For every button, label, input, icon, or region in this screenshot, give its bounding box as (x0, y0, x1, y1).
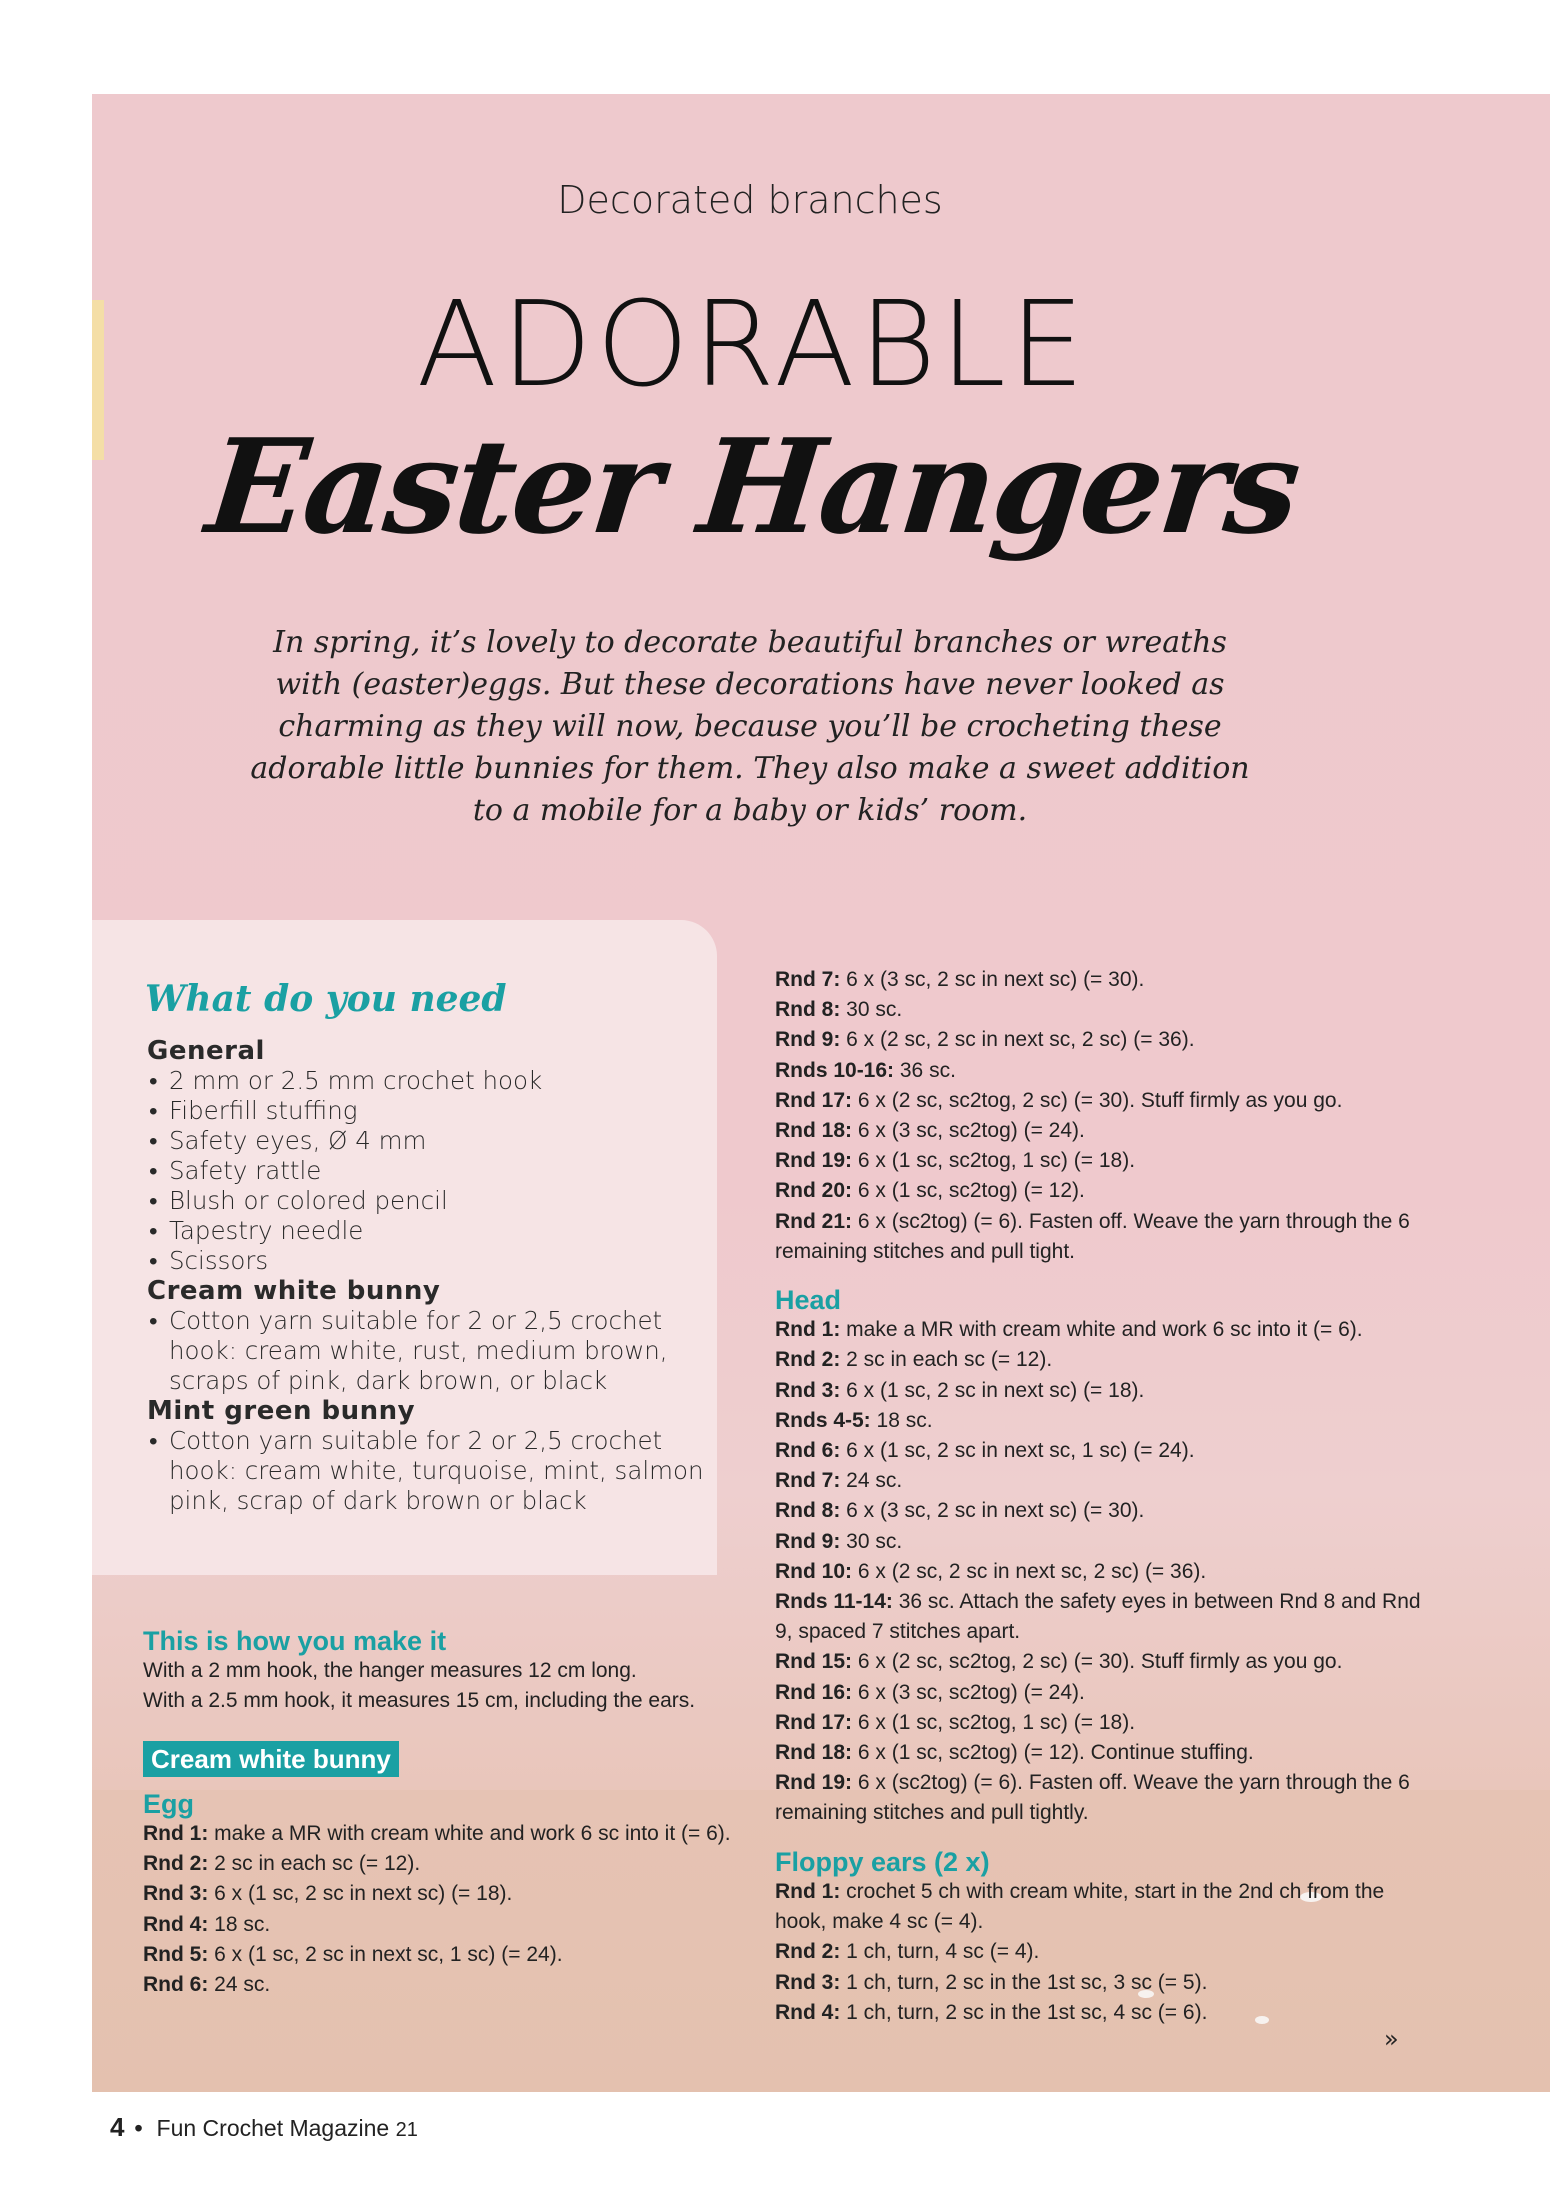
row-text: 1 ch, turn, 2 sc in the 1st sc, 3 sc (= 5). (840, 1970, 1208, 1994)
row-text: 6 x (3 sc, 2 sc in next sc) (= 30). (840, 1499, 1145, 1523)
row-text: 6 x (2 sc, 2 sc in next sc, 2 sc) (= 36). (840, 1028, 1195, 1052)
instructions-left-column (143, 1626, 753, 2000)
row-text: 36 sc. (894, 1058, 956, 1082)
materials-list (147, 1036, 707, 1516)
page-footer (110, 2112, 418, 2143)
materials-item: • 2 mm or 2.5 mm crochet hook (147, 1066, 707, 1096)
row-text: make a MR with cream white and work 6 sc into it (= 6). (840, 1318, 1363, 1342)
row-label: Rnd 8: (775, 998, 841, 1022)
egg-row (775, 965, 1440, 995)
row-label: Rnd 17: (775, 1710, 853, 1734)
egg-row (143, 1940, 753, 1970)
row-label: Rnd 9: (775, 1028, 841, 1052)
row-text: 6 x (3 sc, sc2tog) (= 24). (852, 1119, 1085, 1143)
row-text: 2 sc in each sc (= 12). (208, 1852, 421, 1876)
ears-row (775, 1998, 1440, 2028)
row-label: Rnd 3: (143, 1882, 209, 1906)
egg-row (775, 995, 1440, 1025)
head-row (775, 1345, 1440, 1375)
row-label: Rnd 5: (143, 1942, 209, 1966)
head-row (775, 1738, 1440, 1768)
egg-row (775, 1056, 1440, 1086)
row-text: 1 ch, turn, 2 sc in the 1st sc, 4 sc (= 6). (840, 2000, 1208, 2024)
row-label: Rnd 19: (775, 1771, 853, 1795)
head-row (775, 1406, 1440, 1436)
instructions-right-column (775, 965, 1440, 2028)
egg-row (775, 1146, 1440, 1176)
row-text: 6 x (3 sc, 2 sc in next sc) (= 30). (840, 968, 1145, 991)
row-text: 1 ch, turn, 4 sc (= 4). (840, 1940, 1040, 1964)
row-text: 6 x (sc2tog) (= 6). Fasten off. Weave the yarn through the 6 remaining stitches and pull tightly. (775, 1771, 1410, 1825)
materials-item: • Safety eyes, Ø 4 mm (147, 1126, 707, 1156)
row-label: Rnd 7: (775, 968, 841, 991)
row-label: Rnd 19: (775, 1149, 853, 1173)
how-line: With a 2 mm hook, the hanger measures 12 cm long. (143, 1659, 637, 1683)
row-label: Rnds 10-16: (775, 1058, 895, 1082)
head-row (775, 1557, 1440, 1587)
row-text: 6 x (1 sc, sc2tog) (= 12). (852, 1179, 1085, 1203)
head-row (775, 1496, 1440, 1526)
head-row (775, 1527, 1440, 1557)
row-text: 36 sc. Attach the safety eyes in between Rnd 8 and Rnd 9, spaced 7 stitches apart. (775, 1590, 1421, 1644)
row-label: Rnd 8: (775, 1499, 841, 1523)
section-kicker: Decorated branches (557, 178, 943, 222)
row-label: Rnd 4: (775, 2000, 841, 2024)
materials-item: • Safety rattle (147, 1156, 707, 1186)
row-label: Rnd 1: (775, 1879, 841, 1903)
egg-row (775, 1116, 1440, 1146)
materials-item: • Cotton yarn suitable for 2 or 2,5 crochet hook: cream white, rust, medium brown, scraps of pink, dark brown, or black (147, 1306, 707, 1396)
egg-row (775, 1025, 1440, 1055)
egg-row (143, 1910, 753, 1940)
ears-row (775, 1968, 1440, 1998)
page-subtitle: Easter Hangers (200, 410, 1305, 563)
row-label: Rnd 21: (775, 1209, 853, 1233)
row-label: Rnd 7: (775, 1469, 841, 1493)
row-label: Rnd 2: (143, 1852, 209, 1876)
row-label: Rnds 11-14: (775, 1590, 893, 1614)
continue-arrow-icon: » (1384, 2025, 1399, 2053)
row-label: Rnd 3: (775, 1378, 841, 1402)
row-label: Rnd 1: (143, 1822, 209, 1846)
row-text: 24 sc. (208, 1973, 271, 1997)
row-text: 6 x (1 sc, sc2tog) (= 12). Continue stuffing. (852, 1741, 1254, 1765)
row-label: Rnd 9: (775, 1529, 841, 1553)
row-text: 6 x (1 sc, 2 sc in next sc) (= 18). (208, 1882, 513, 1906)
materials-item: • Tapestry needle (147, 1216, 707, 1246)
page-number: 4 (110, 2112, 125, 2142)
head-row (775, 1376, 1440, 1406)
row-label: Rnd 16: (775, 1680, 853, 1704)
egg-heading: Egg (143, 1788, 194, 1819)
row-label: Rnd 4: (143, 1912, 209, 1936)
head-row (775, 1708, 1440, 1738)
egg-row (775, 1207, 1440, 1267)
materials-group-heading: General (147, 1036, 265, 1066)
egg-row (775, 1086, 1440, 1116)
row-label: Rnd 10: (775, 1559, 853, 1583)
head-row (775, 1768, 1440, 1828)
row-label: Rnd 6: (143, 1973, 209, 1997)
row-text: 6 x (3 sc, sc2tog) (= 24). (852, 1680, 1085, 1704)
magazine-name: Fun Crochet Magazine (156, 2115, 390, 2141)
head-row (775, 1466, 1440, 1496)
egg-row (775, 1176, 1440, 1206)
head-row (775, 1436, 1440, 1466)
head-row (775, 1678, 1440, 1708)
row-text: 18 sc. (870, 1408, 933, 1432)
row-label: Rnd 17: (775, 1088, 853, 1112)
head-heading: Head (775, 1285, 842, 1316)
row-text: 6 x (1 sc, 2 sc in next sc) (= 18). (840, 1378, 1145, 1402)
row-text: 6 x (1 sc, 2 sc in next sc, 1 sc) (= 24). (208, 1942, 563, 1966)
row-text: 30 sc. (840, 998, 903, 1022)
ears-heading: Floppy ears (2 x) (775, 1846, 990, 1877)
materials-item: • Fiberfill stuffing (147, 1096, 707, 1126)
row-label: Rnd 2: (775, 1940, 841, 1964)
ears-row (775, 1937, 1440, 1967)
egg-row (143, 1879, 753, 1909)
row-text: 6 x (sc2tog) (= 6). Fasten off. Weave the yarn through the 6 remaining stitches and pull tight. (775, 1209, 1410, 1263)
egg-row (143, 1849, 753, 1879)
row-label: Rnd 3: (775, 1970, 841, 1994)
materials-title: What do you need (145, 978, 507, 1020)
row-text: 6 x (2 sc, 2 sc in next sc, 2 sc) (= 36). (852, 1559, 1207, 1583)
row-text: 30 sc. (840, 1529, 903, 1553)
row-text: 24 sc. (840, 1469, 903, 1493)
row-label: Rnds 4-5: (775, 1408, 871, 1432)
row-text: 18 sc. (208, 1912, 271, 1936)
row-text: 6 x (2 sc, sc2tog, 2 sc) (= 30). Stuff firmly as you go. (852, 1650, 1343, 1674)
issue-number: 21 (395, 2119, 418, 2141)
footer-bullet: • (134, 2115, 143, 2141)
page-title: ADORABLE (416, 275, 1089, 413)
egg-row (143, 1970, 753, 2000)
how-line: With a 2.5 mm hook, it measures 15 cm, including the ears. (143, 1689, 696, 1713)
how-heading: This is how you make it (143, 1626, 447, 1656)
row-text: 6 x (2 sc, sc2tog, 2 sc) (= 30). Stuff firmly as you go. (852, 1088, 1343, 1112)
row-label: Rnd 1: (775, 1318, 841, 1342)
row-text: 6 x (1 sc, 2 sc in next sc, 1 sc) (= 24). (840, 1439, 1195, 1463)
materials-group-heading: Cream white bunny (147, 1276, 441, 1306)
row-label: Rnd 18: (775, 1741, 853, 1765)
ears-row (775, 1877, 1440, 1937)
row-text: make a MR with cream white and work 6 sc into it (= 6). (208, 1822, 731, 1846)
row-text: crochet 5 ch with cream white, start in the 2nd ch from the hook, make 4 sc (= 4). (775, 1879, 1385, 1934)
cream-bunny-label: Cream white bunny (143, 1741, 399, 1777)
row-label: Rnd 2: (775, 1348, 841, 1372)
head-row (775, 1315, 1440, 1345)
materials-group-heading: Mint green bunny (147, 1396, 416, 1426)
row-label: Rnd 20: (775, 1179, 853, 1203)
intro-text: In spring, it’s lovely to decorate beautiful branches or wreaths with (easter)eggs. But these decorations have never looked as charming as they will now, because you’ll be crocheting these adorable little bunnies for them. They also make a sweet addition to a mobile for a baby or kids’ room. (250, 625, 1250, 828)
materials-item: • Scissors (147, 1246, 707, 1276)
row-text: 2 sc in each sc (= 12). (840, 1348, 1053, 1372)
materials-item: • Cotton yarn suitable for 2 or 2,5 crochet hook: cream white, turquoise, mint, salmon pink, scrap of dark brown or black (147, 1426, 707, 1516)
head-row (775, 1647, 1440, 1677)
head-row (775, 1587, 1440, 1647)
row-label: Rnd 18: (775, 1119, 853, 1143)
row-label: Rnd 15: (775, 1650, 853, 1674)
row-text: 6 x (1 sc, sc2tog, 1 sc) (= 18). (852, 1149, 1136, 1173)
materials-item: • Blush or colored pencil (147, 1186, 707, 1216)
row-text: 6 x (1 sc, sc2tog, 1 sc) (= 18). (852, 1710, 1136, 1734)
egg-row (143, 1819, 753, 1849)
row-label: Rnd 6: (775, 1439, 841, 1463)
